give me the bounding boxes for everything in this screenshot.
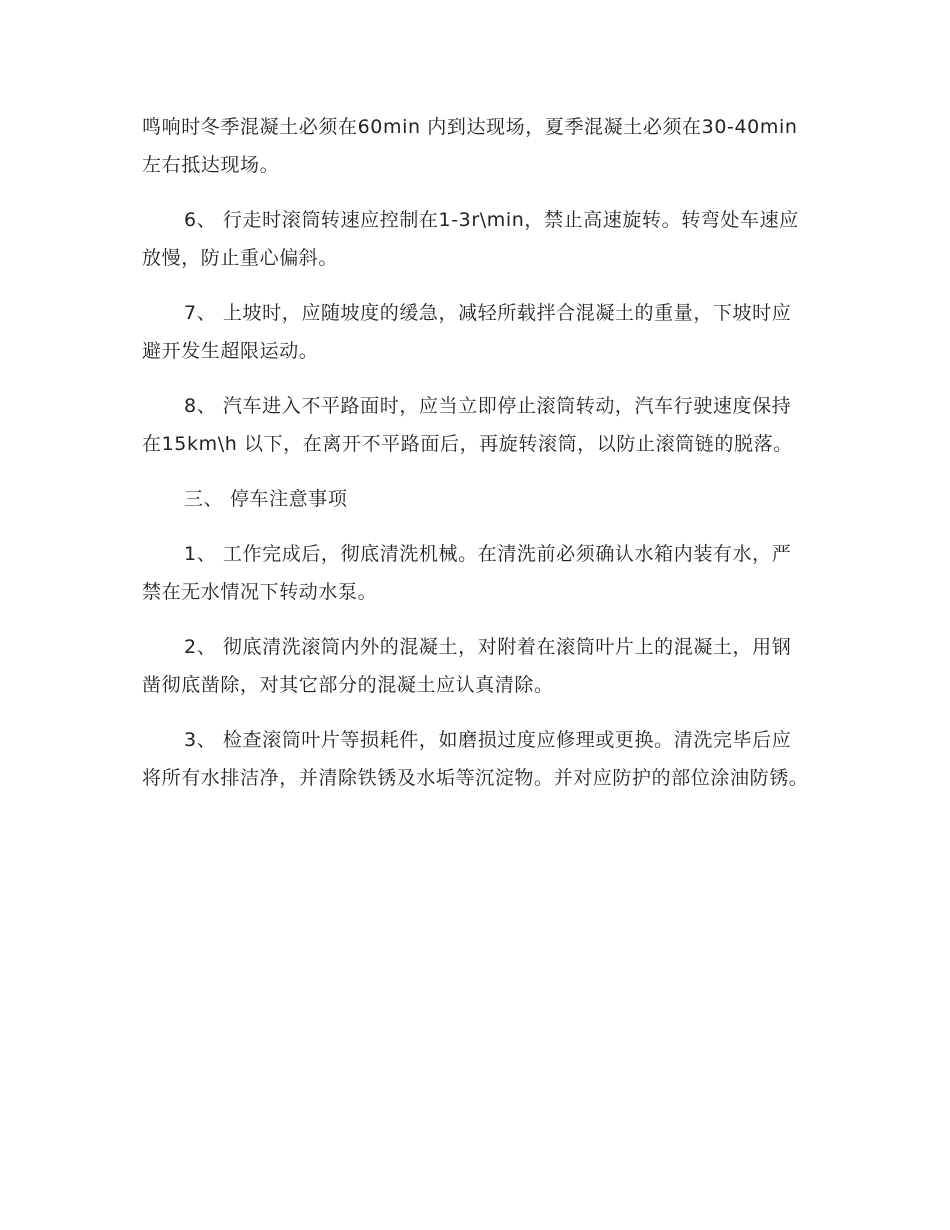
paragraph-parking-1: 1、 工作完成后，彻底清洗机械。在清洗前必须确认水箱内装有水，严禁在无水情况下转动水泵。 (142, 543, 792, 603)
document-body (142, 108, 810, 814)
paragraph-item-7: 7、 上坡时，应随坡度的缓急，减轻所载拌合混凝土的重量，下坡时应避开发生超限运动。 (142, 302, 792, 362)
paragraph-item-8: 8、 汽车进入不平路面时，应当立即停止滚筒转动，汽车行驶速度保持在15km\h 以下，在离开不平路面后，再旋转滚筒，以防止滚筒链的脱落。 (142, 395, 793, 455)
paragraph-item-6: 6、 行走时滚筒转速应控制在1-3r\min，禁止高速旋转。转弯处车速应放慢，防止重心偏斜。 (142, 209, 799, 269)
paragraph-continuation: 鸣响时冬季混凝土必须在60min 内到达现场，夏季混凝土必须在30-40min 左右抵达现场。 (142, 116, 798, 176)
section-heading-parking: 三、 停车注意事项 (184, 488, 348, 510)
paragraph-parking-2: 2、 彻底清洗滚筒内外的混凝土，对附着在滚筒叶片上的混凝土，用钢凿彻底凿除，对其它部分的混凝土应认真清除。 (142, 636, 792, 696)
paragraph-parking-3: 3、 检查滚筒叶片等损耗件，如磨损过度应修理或更换。清洗完毕后应将所有水排洁净，并清除铁锈及水垢等沉淀物。并对应防护的部位涂油防锈。 (142, 729, 809, 789)
